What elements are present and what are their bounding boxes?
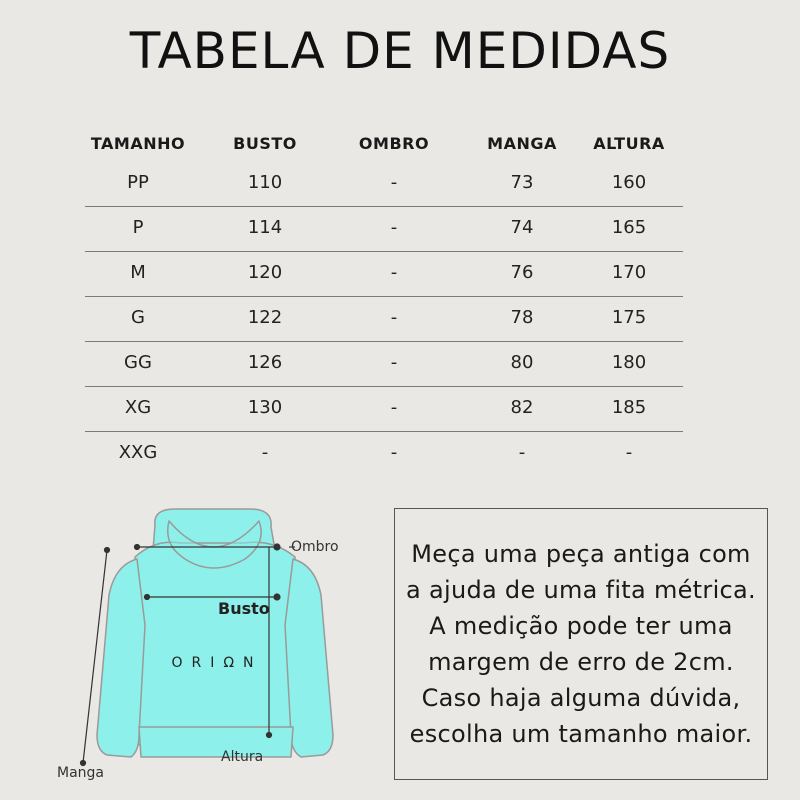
instructions-box — [394, 508, 768, 780]
altura-cell: 170 — [611, 262, 647, 283]
altura-cell: 185 — [611, 397, 647, 418]
altura-cell: 165 — [611, 217, 647, 238]
tamanho-cell: PP — [127, 172, 149, 193]
tamanho-cell: G — [131, 307, 145, 328]
header-altura: ALTURA — [593, 134, 665, 153]
manga-cell: 76 — [510, 262, 534, 283]
size-table — [85, 128, 683, 476]
busto-label: Busto — [218, 599, 270, 618]
manga-cell: 80 — [510, 352, 534, 373]
table-row — [85, 207, 683, 252]
busto-cell: 110 — [247, 172, 283, 193]
altura-cell: 175 — [611, 307, 647, 328]
tamanho-cell: GG — [124, 352, 152, 373]
table-row — [85, 162, 683, 207]
ombro-cell: - — [390, 172, 398, 193]
header-tamanho: TAMANHO — [90, 134, 186, 153]
table-row — [85, 342, 683, 387]
busto-cell: 120 — [247, 262, 283, 283]
manga-cell: 78 — [510, 307, 534, 328]
ombro-cell: - — [390, 307, 398, 328]
header-busto: BUSTO — [233, 134, 297, 153]
tamanho-cell: XXG — [118, 442, 158, 463]
tamanho-cell: XG — [124, 397, 152, 418]
altura-cell: - — [625, 442, 633, 463]
manga-label: Manga — [57, 765, 104, 781]
manga-cell: 74 — [510, 217, 534, 238]
table-row — [85, 432, 683, 476]
ombro-label: Ombro — [291, 539, 339, 555]
table-row — [85, 297, 683, 342]
ombro-cell: - — [390, 217, 398, 238]
busto-cell: 122 — [247, 307, 283, 328]
brand-logo-text: ORIΩN — [171, 655, 263, 671]
tamanho-cell: M — [130, 262, 146, 283]
instructions-text: Meça uma peça antiga com a ajuda de uma fita métrica. A medição pode ter uma margem de erro de 2cm. Caso haja alguma dúvida, escolha um tamanho maior. — [406, 540, 756, 748]
tamanho-cell: P — [132, 217, 144, 238]
table-header — [85, 128, 683, 162]
body-shape — [135, 542, 297, 745]
ombro-cell: - — [390, 397, 398, 418]
left-sleeve-shape — [97, 559, 145, 757]
altura-cell: 160 — [611, 172, 647, 193]
altura-label: Altura — [221, 749, 264, 765]
busto-cell: 114 — [247, 217, 283, 238]
busto-cell: 126 — [247, 352, 283, 373]
busto-cell: - — [261, 442, 269, 463]
table-body — [85, 162, 683, 476]
hoodie-diagram — [45, 495, 365, 795]
ombro-cell: - — [390, 442, 398, 463]
ombro-cell: - — [390, 262, 398, 283]
manga-cell: 82 — [510, 397, 534, 418]
table-row — [85, 387, 683, 432]
manga-cell: 73 — [510, 172, 534, 193]
ombro-cell: - — [390, 352, 398, 373]
header-ombro: OMBRO — [358, 134, 430, 153]
table-row — [85, 252, 683, 297]
altura-cell: 180 — [611, 352, 647, 373]
manga-cell: - — [518, 442, 526, 463]
waistband-shape — [139, 727, 293, 757]
header-manga: MANGA — [487, 134, 557, 153]
page-title: TABELA DE MEDIDAS — [129, 22, 671, 80]
busto-cell: 130 — [247, 397, 283, 418]
